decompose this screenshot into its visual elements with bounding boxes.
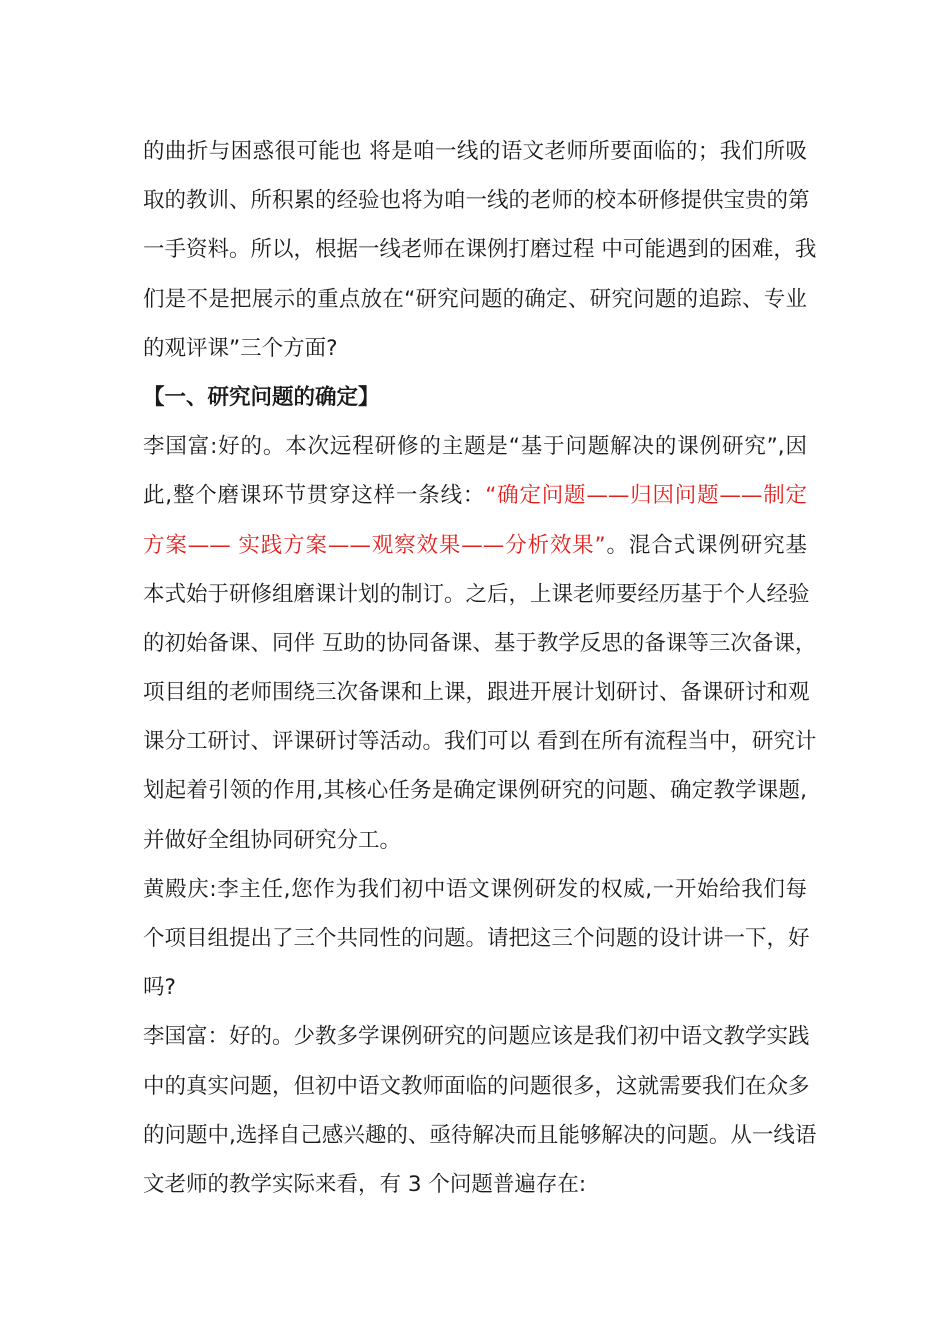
paragraph-line: 取的教训、所积累的经验也将为咱一线的老师的校本研修提供宝贵的第 xyxy=(143,188,810,214)
paragraph-text: 此,整个磨课环节贯穿这样一条线： xyxy=(143,483,486,509)
section-heading: 【一、研究问题的确定】 xyxy=(143,384,380,410)
highlighted-process-text: “确定问题——归因问题——制定 xyxy=(485,483,807,509)
paragraph-line: 们是不是把展示的重点放在“研究问题的确定、研究问题的追踪、专业 xyxy=(143,286,807,312)
paragraph-line: 个项目组提出了三个共同性的问题。请把这三个问题的设计讲一下，好 xyxy=(143,926,810,951)
document-body xyxy=(143,127,817,1209)
paragraph-line: 文老师的教学实际来看，有 3 个问题普遍存在: xyxy=(143,1171,587,1197)
paragraph-line: 李国富:好的。本次远程研修的主题是“基于问题解决的课例研究”,因 xyxy=(143,434,807,460)
paragraph-line: 吗? xyxy=(143,975,176,1001)
paragraph-line: 的观评课”三个方面? xyxy=(143,335,338,361)
paragraph-line: 划起着引领的作用,其核心任务是确定课例研究的问题、确定教学课题, xyxy=(143,778,807,804)
paragraph-line: 的曲折与困惑很可能也 将是咱一线的语文老师所要面临的；我们所吸 xyxy=(143,139,807,164)
paragraph-text: 。混合式课例研究基 xyxy=(605,532,807,558)
paragraph-line xyxy=(143,471,807,520)
paragraph-line: 李国富：好的。少教多学课例研究的问题应该是我们初中语文教学实践 xyxy=(143,1024,810,1050)
highlighted-process-text: 方案—— 实践方案——观察效果——分析效果” xyxy=(143,532,606,558)
paragraph-line: 黄殿庆:李主任,您作为我们初中语文课例研发的权威,一开始给我们每 xyxy=(143,876,807,902)
paragraph-line: 项目组的老师围绕三次备课和上课，跟进开展计划研讨、备课研讨和观 xyxy=(143,680,810,706)
paragraph-line: 课分工研讨、评课研讨等活动。我们可以 看到在所有流程当中，研究计 xyxy=(143,729,817,755)
paragraph-line: 一手资料。所以，根据一线老师在课例打磨过程 中可能遇到的困难，我 xyxy=(143,237,817,263)
paragraph-line: 并做好全组协同研究分工。 xyxy=(143,827,402,853)
paragraph-line: 的初始备课、同伴 互助的协同备课、基于教学反思的备课等三次备课， xyxy=(143,630,817,656)
paragraph-line: 本式始于研修组磨课计划的制订。之后，上课老师要经历基于个人经验 xyxy=(143,581,810,607)
paragraph-line: 中的真实问题，但初中语文教师面临的问题很多，这就需要我们在众多 xyxy=(143,1073,810,1099)
paragraph-line: 的问题中,选择自己感兴趣的、亟待解决而且能够解决的问题。从一线语 xyxy=(143,1122,817,1148)
paragraph-line xyxy=(143,521,807,570)
